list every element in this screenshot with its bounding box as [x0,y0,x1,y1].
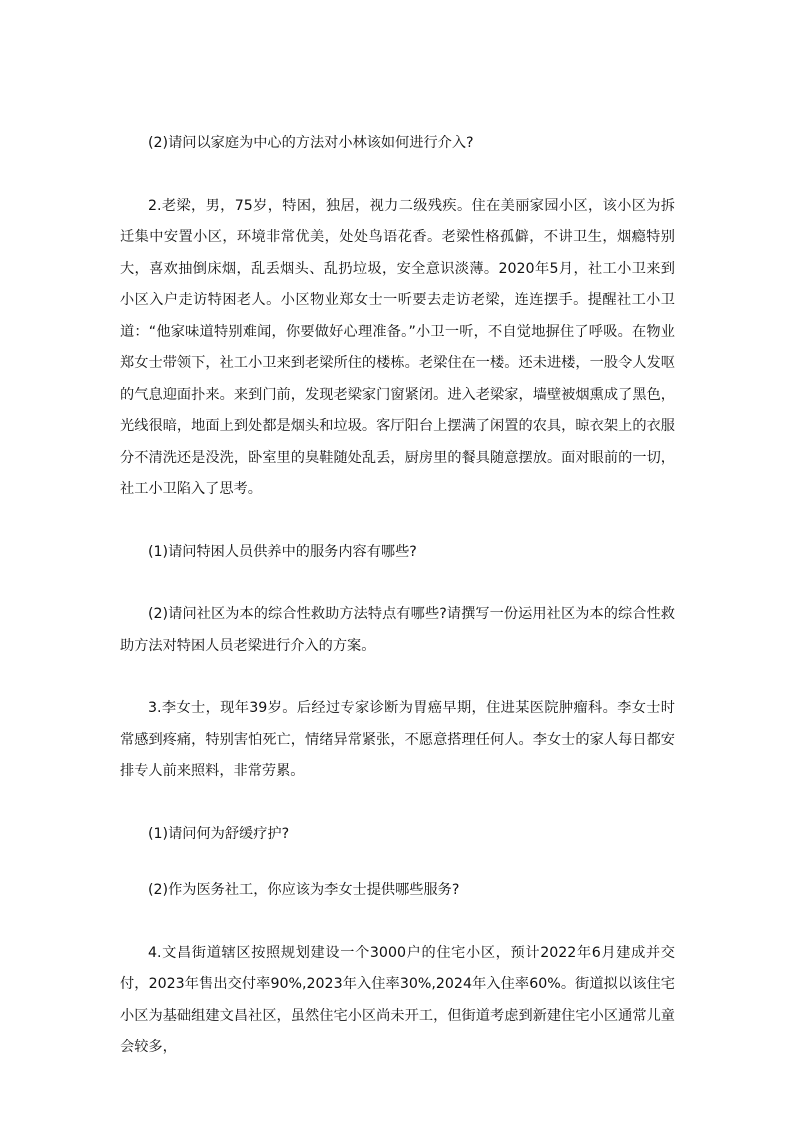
question-2-part-1: (1)请问特困人员供养中的服务内容有哪些? [148,543,417,560]
question-3-part-1: (1)请问何为舒缓疗护? [148,825,290,842]
case-2-paragraph: 2.老梁，男，75岁，特困，独居，视力二级残疾。住在美丽家园小区，该小区为拆迁集中安置小区，环境非常优美，处处鸟语花香。老梁性格孤僻，不讲卫生，烟瘾特别大，喜欢抽倒床烟，乱丢烟头、乱扔垃圾，安全意识淡薄。2020年5月，社工小卫来到小区入户走访特困老人。小区物业郑女士一听要去走访老梁，连连摆手。提醒社工小卫道：“他家味道特别难闻，你要做好心理准备。”小卫一听，不自觉地摒住了呼吸。在物业郑女士带领下，社工小卫来到老梁所住的楼栋。老梁住在一楼。还未进楼，一股令人发呕的气息迎面扑来。来到门前，发现老梁家门窗紧闭。进入老梁家，墙壁被烟熏成了黑色，光线很暗，地面上到处都是烟头和垃圾。客厅阳台上摆满了闲置的农具，晾衣架上的衣服分不清洗还是没洗，卧室里的臭鞋随处乱丢，厨房里的餐具随意摆放。面对眼前的一切，社工小卫陷入了思考。 [120,197,675,497]
document-body [120,128,675,1064]
question-1-part-2: (2)请问以家庭为中心的方法对小林该如何进行介入? [148,135,474,151]
question-3-part-2: (2)作为医务社工，你应该为李女士提供哪些服务? [148,882,460,898]
case-3-paragraph: 3.李女士，现年39岁。后经过专家诊断为胃癌早期，住进某医院肿瘤科。李女士时常感到疼痛，特别害怕死亡，情绪异常紧张，不愿意搭理任何人。李女士的家人每日都安排专人前来照料，非常劳累。 [120,700,675,779]
case-4-paragraph: 4.文昌街道辖区按照规划建设一个3000户的住宅小区，预计2022年6月建成并交付，2023年售出交付率90%,2023年入住率30%,2024年入住率60%。街道拟以该住宅小区为基础组建文昌社区，虽然住宅小区尚未开工，但街道考虑到新建住宅小区通常儿童会较多， [120,944,675,1055]
question-2-part-2: (2)请问社区为本的综合性救助方法特点有哪些?请撰写一份运用社区为本的综合性救助方法对特困人员老梁进行介入的方案。 [120,606,675,654]
